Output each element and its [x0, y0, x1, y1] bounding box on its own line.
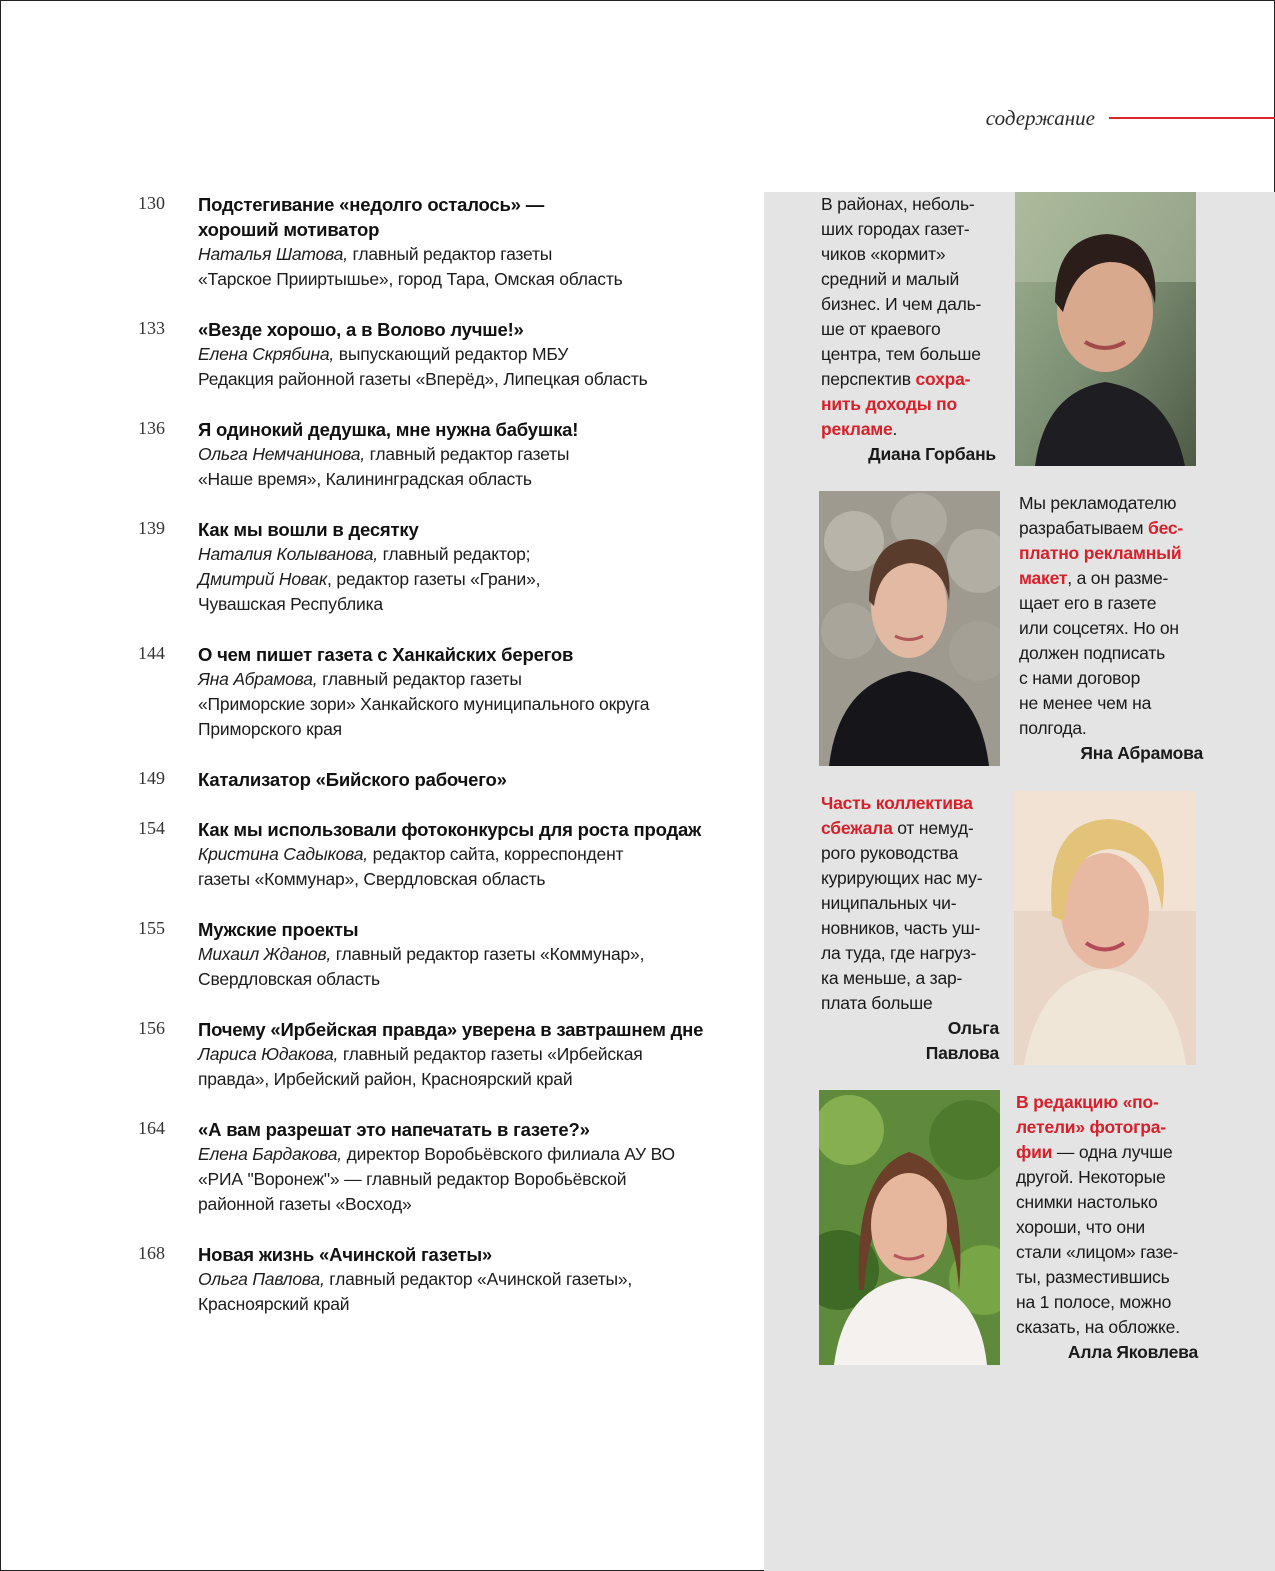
toc-entry[interactable]: [138, 642, 748, 742]
quote-author: Ольга: [947, 1018, 999, 1038]
toc-author-line: Ольга Павлова, главный редактор «Ачинской газеты»,: [198, 1269, 633, 1289]
toc-author-line: Наталия Колыванова, главный редактор;: [198, 544, 531, 564]
toc-page-number: 139: [138, 518, 165, 538]
toc-title[interactable]: Как мы вошли в десятку: [198, 519, 419, 540]
portrait-photo-image: [819, 1090, 1000, 1365]
toc-author-line: районной газеты «Восход»: [198, 1194, 412, 1214]
toc-title[interactable]: О чем пишет газета с Ханкайских берегов: [198, 644, 574, 665]
portrait-photo-image: [1014, 791, 1196, 1065]
toc-author-line: Приморского края: [198, 719, 342, 739]
author-name: Наталия Колыванова,: [198, 544, 378, 564]
toc-entry[interactable]: [138, 1242, 748, 1317]
author-name: Ольга Немчанинова,: [198, 444, 365, 464]
toc-author-line: Красноярский край: [198, 1294, 350, 1314]
quote-author: Павлова: [925, 1043, 999, 1063]
quote-block: Мы рекламодателю разрабатываем бес- платно рекламный макет, а он разме- щает его в газете или соцсетях. Но он должен подписать с нами договор не менее чем на полгода. Яна Абрамова: [1019, 491, 1199, 766]
toc-page-number: 156: [138, 1018, 165, 1038]
toc-title[interactable]: хороший мотиватор: [198, 219, 380, 240]
toc-author-line: правда», Ирбейский район, Красноярский край: [198, 1069, 573, 1089]
toc-entry[interactable]: [138, 917, 748, 992]
toc-author-line: Михаил Жданов, главный редактор газеты «Коммунар»,: [198, 944, 645, 964]
toc-author-line: Елена Бардакова, директор Воробьёвского филиала АУ ВО: [198, 1144, 675, 1164]
toc-author-line: Елена Скрябина, выпускающий редактор МБУ: [198, 344, 569, 364]
toc-author-line: Чувашская Республика: [198, 594, 383, 614]
toc-entry[interactable]: [138, 317, 748, 392]
toc-author-line: Лариса Юдакова, главный редактор газеты «Ирбейская: [198, 1044, 643, 1064]
toc-title[interactable]: Я одинокий дедушка, мне нужна бабушка!: [198, 419, 579, 440]
portrait-photo-image: [1015, 192, 1196, 466]
toc-page-number: 144: [138, 643, 165, 663]
toc-title[interactable]: Катализатор «Бийского рабочего»: [198, 769, 507, 790]
author-name: Яна Абрамова,: [198, 669, 318, 689]
toc-page-number: 154: [138, 818, 165, 838]
toc-entry[interactable]: [138, 1017, 748, 1092]
toc-title[interactable]: «Везде хорошо, а в Волово лучше!»: [198, 319, 524, 340]
toc-entry[interactable]: [138, 1117, 748, 1217]
quote-author: Алла Яковлева: [1067, 1342, 1198, 1362]
toc-page-number: 155: [138, 918, 165, 938]
toc-entry[interactable]: [138, 192, 748, 292]
quote-author: Диана Горбань: [868, 444, 996, 464]
section-title: содержание: [985, 106, 1095, 130]
toc-author-line: Наталья Шатова, главный редактор газеты: [198, 244, 553, 264]
author-name: Кристина Садыкова,: [198, 844, 368, 864]
author-name: Дмитрий Новак: [198, 569, 328, 589]
toc-page-number: 149: [138, 768, 165, 788]
toc-author-line: Ольга Немчанинова, главный редактор газеты: [198, 444, 570, 464]
toc-title[interactable]: Мужские проекты: [198, 919, 359, 940]
toc-author-line: «Приморские зори» Ханкайского муниципального округа: [198, 694, 650, 714]
toc-author-line: Свердловская область: [198, 969, 380, 989]
author-name: Ольга Павлова,: [198, 1269, 325, 1289]
toc-title[interactable]: «А вам разрешат это напечатать в газете?»: [198, 1119, 590, 1140]
toc-author-line: «Тарское Прииртышье», город Тара, Омская область: [198, 269, 623, 289]
toc-page-number: 164: [138, 1118, 165, 1138]
toc-page-number: 133: [138, 318, 165, 338]
portrait-photo: [1015, 192, 1196, 466]
section-rule: [1109, 117, 1275, 119]
toc-author-line: Редакция районной газеты «Вперёд», Липецкая область: [198, 369, 648, 389]
table-of-contents: [138, 192, 748, 1342]
toc-entry[interactable]: [138, 517, 748, 617]
toc-title[interactable]: Подстегивание «недолго осталось» —: [198, 194, 545, 215]
quote-block: В редакцию «по- летели» фотогра- фии — одна лучше другой. Некоторые снимки настолько хороши, что они стали «лицом» газе- ты, разместившись на 1 полосе, можно сказать, на обложке. Алла Яковлева: [1016, 1090, 1196, 1365]
author-name: Елена Бардакова,: [198, 1144, 342, 1164]
toc-page-number: 168: [138, 1243, 165, 1263]
author-name: Михаил Жданов,: [198, 944, 332, 964]
author-name: Елена Скрябина,: [198, 344, 335, 364]
quote-block: В районах, неболь- ших городах газет- чиков «кормит» средний и малый бизнес. И чем даль- ше от краевого центра, тем больше перспектив сохра- нить доходы по рекламе. Диана Горбань: [821, 192, 996, 467]
toc-author-line: Дмитрий Новак, редактор газеты «Грани»,: [198, 569, 541, 589]
portrait-photo: [1014, 791, 1196, 1065]
toc-author-line: газеты «Коммунар», Свердловская область: [198, 869, 546, 889]
toc-author-line: «Наше время», Калининградская область: [198, 469, 532, 489]
toc-author-line: Кристина Садыкова, редактор сайта, корреспондент: [198, 844, 624, 864]
toc-author-line: Яна Абрамова, главный редактор газеты: [198, 669, 522, 689]
toc-author-line: «РИА "Воронеж"» — главный редактор Воробьёвской: [198, 1169, 627, 1189]
toc-title[interactable]: Как мы использовали фотоконкурсы для роста продаж: [198, 819, 702, 840]
portrait-photo: [819, 491, 1000, 766]
toc-entry[interactable]: [138, 817, 748, 892]
author-name: Наталья Шатова,: [198, 244, 348, 264]
toc-entry[interactable]: [138, 417, 748, 492]
portrait-photo: [819, 1090, 1000, 1365]
section-header: [900, 106, 1275, 134]
toc-title[interactable]: Почему «Ирбейская правда» уверена в завтрашнем дне: [198, 1019, 704, 1040]
toc-page-number: 130: [138, 193, 165, 213]
toc-page-number: 136: [138, 418, 165, 438]
quote-author: Яна Абрамова: [1080, 743, 1203, 763]
toc-entry[interactable]: [138, 767, 748, 792]
portrait-photo-image: [819, 491, 1000, 766]
toc-title[interactable]: Новая жизнь «Ачинской газеты»: [198, 1244, 493, 1265]
quote-block: Часть коллектива сбежала от немуд- рого руководства курирующих нас му- ниципальных чи- новников, часть уш- ла туда, где нагруз- ка меньше, а зар- плата больше Ольга Павлова: [821, 791, 999, 1066]
author-name: Лариса Юдакова,: [198, 1044, 339, 1064]
